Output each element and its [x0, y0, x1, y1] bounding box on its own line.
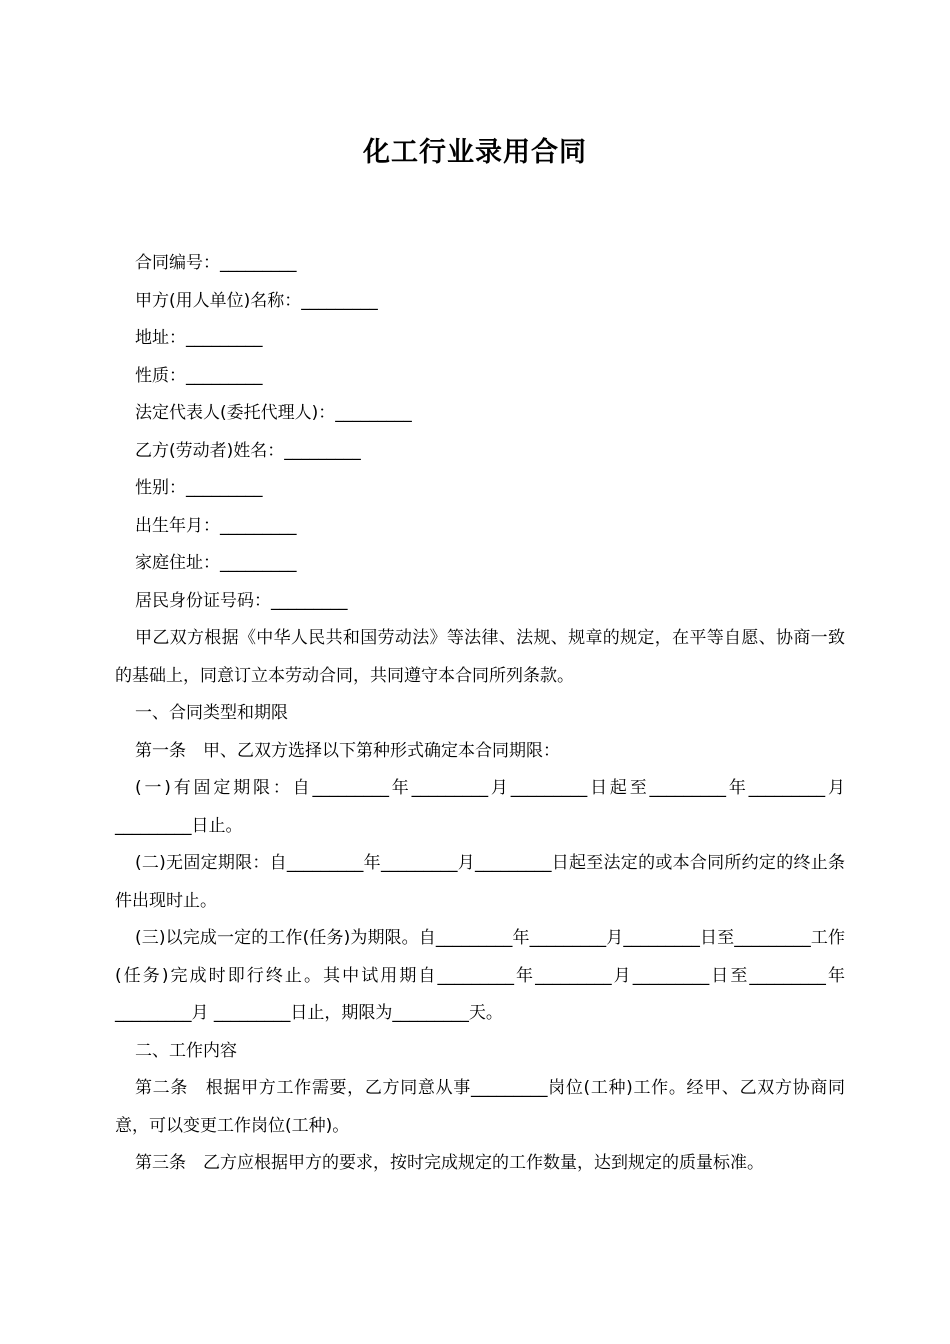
- article-3: 第三条 乙方应根据甲方的要求，按时完成规定的工作数量，达到规定的质量标准。: [135, 1153, 764, 1173]
- field-home-address: 家庭住址：_________: [135, 553, 297, 573]
- field-gender: 性别：_________: [135, 478, 263, 498]
- section-heading-work-content: 二、工作内容: [135, 1040, 237, 1061]
- article-2: 第二条 根据甲方工作需要，乙方同意从事_________岗位(工种)工作。经甲、乙双方协商同意，可以变更工作岗位(工种)。: [115, 1078, 845, 1136]
- field-nature: 性质：_________: [135, 365, 263, 386]
- field-employer-name: 甲方(用人单位)名称：_________: [135, 290, 378, 311]
- field-legal-representative: 法定代表人(委托代理人)：_________: [135, 403, 412, 423]
- option-open-ended: (二)无固定期限：自_________年_________月_________日起至法定的或本合同所约定的终止条件出现时止。: [115, 853, 845, 911]
- section-heading-contract-type: 一、合同类型和期限: [135, 703, 288, 723]
- article-1: 第一条 甲、乙双方选择以下第种形式确定本合同期限：: [135, 740, 560, 761]
- field-birth-date: 出生年月：_________: [135, 515, 297, 536]
- option-fixed-term: (一)有固定期限：自_________年_________月_________日起至_________年_________月_________日止。: [115, 778, 845, 836]
- field-contract-number: 合同编号：_________: [135, 253, 297, 273]
- field-address: 地址：_________: [135, 328, 263, 348]
- intro-paragraph: 甲乙双方根据《中华人民共和国劳动法》等法律、法规、规章的规定，在平等自愿、协商一致的基础上，同意订立本劳动合同，共同遵守本合同所列条款。: [115, 628, 845, 686]
- field-id-number: 居民身份证号码：_________: [135, 590, 348, 611]
- option-task-based: (三)以完成一定的工作(任务)为期限。自_________年_________月_________日至_________工作(任务)完成时即行终止。其中试用期自_________年_________月_________日至_________年_________月 _________日止，期限为_________天。: [115, 928, 845, 1023]
- document-title: 化工行业录用合同: [363, 137, 587, 168]
- field-employee-name: 乙方(劳动者)姓名：_________: [135, 440, 361, 461]
- document-body: [115, 245, 845, 1183]
